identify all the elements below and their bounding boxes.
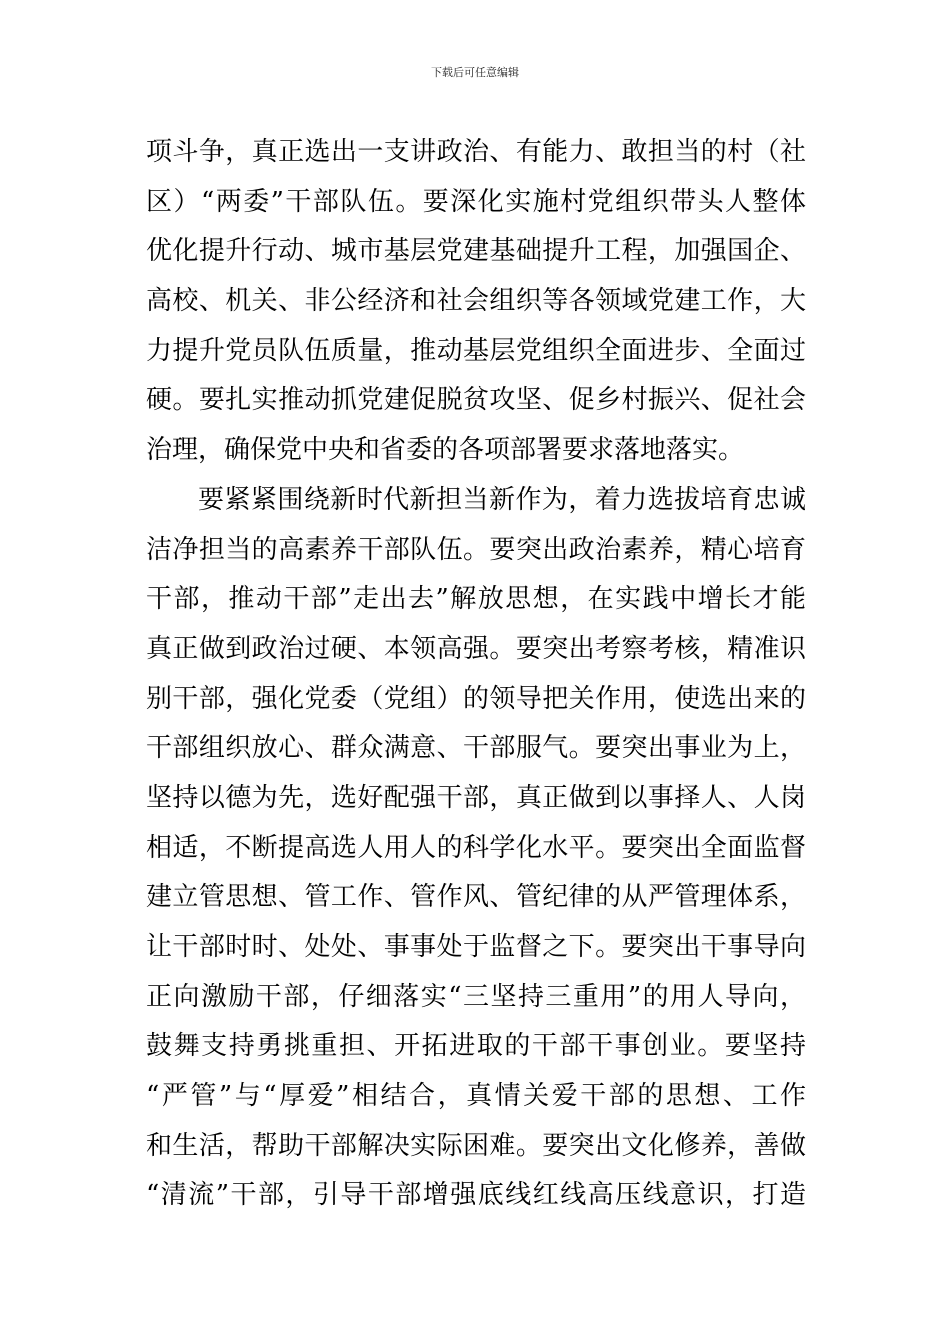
text-line: 项斗争，真正选出一支讲政治、有能力、敢担当的村（社 [146,137,806,167]
text-line: 力提升党员队伍质量，推动基层党组织全面进步、全面过 [146,335,806,366]
text-line: 治理，确保党中央和省委的各项部署要求落地落实。 [146,435,745,466]
page-header: 下载后可任意编辑 [431,66,519,79]
text-line: “清流”干部，引导干部增强底线红线高压线意识，打造 [146,1180,806,1211]
paragraph-1 [146,128,806,476]
text-line: 建立管思想、管工作、管作风、管纪律的从严管理体系， [146,882,806,913]
text-line: 鼓舞支持勇挑重担、开拓进取的干部干事创业。要坚持 [146,1031,806,1062]
text-line: 真正做到政治过硬、本领高强。要突出考察考核，精准识 [146,633,806,664]
text-line: 和生活，帮助干部解决实际困难。要突出文化修养，善做 [146,1130,806,1161]
text-line: 优化提升行动、城市基层党建基础提升工程，加强国企、 [146,236,806,267]
text-line: 干部，推动干部”走出去”解放思想，在实践中增长才能 [146,584,806,615]
text-line: 坚持以德为先，选好配强干部，真正做到以事择人、人岗 [146,782,806,813]
document-body [146,128,806,1221]
text-line: 硬。要扎实推动抓党建促脱贫攻坚、促乡村振兴、促社会 [146,385,806,416]
text-line: 洁净担当的高素养干部队伍。要突出政治素养，精心培育 [146,534,806,565]
text-line: 高校、机关、非公经济和社会组织等各领域党建工作，大 [146,286,806,317]
text-line: 正向激励干部，仔细落实“三坚持三重用”的用人导向， [146,981,806,1012]
text-line: 干部组织放心、群众满意、干部服气。要突出事业为上， [146,733,806,764]
text-line: “严管”与“厚爱”相结合，真情关爱干部的思想、工作 [146,1081,806,1112]
text-line: 让干部时时、处处、事事处于监督之下。要突出干事导向 [146,932,806,962]
text-line: 别干部，强化党委（党组）的领导把关作用，使选出来的 [146,683,806,714]
text-line: 要紧紧围绕新时代新担当新作为，着力选拔培育忠诚 [198,484,806,515]
text-line: 区）“两委”干部队伍。要深化实施村党组织带头人整体 [146,186,806,217]
text-line: 相适，不断提高选人用人的科学化水平。要突出全面监督 [146,832,806,863]
paragraph-2 [146,476,806,1221]
